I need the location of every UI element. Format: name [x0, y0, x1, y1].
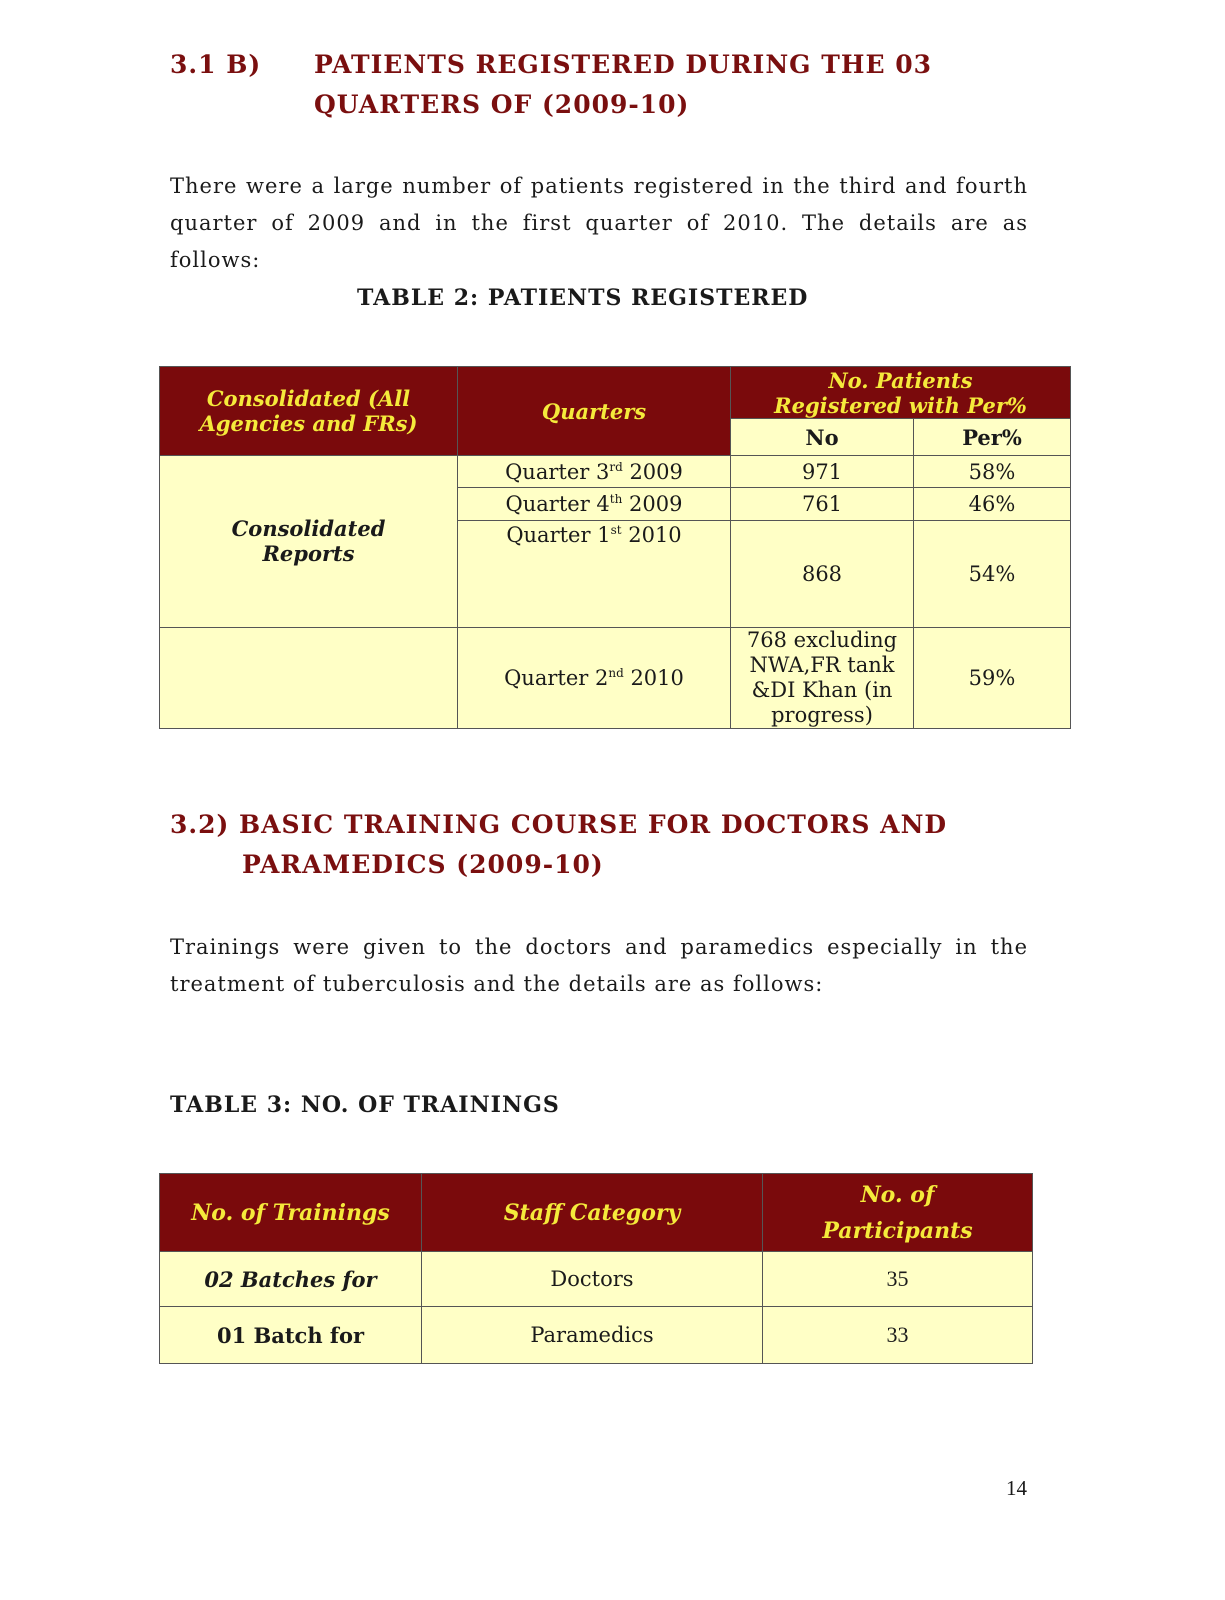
quarter-cell: Quarter 4th 2009 [458, 488, 731, 521]
section-title-line2: QUARTERS OF (2009-10) [314, 90, 690, 119]
quarter-cell: Quarter 2nd 2010 [458, 628, 731, 729]
header-quarters: Quarters [458, 367, 731, 456]
training-paragraph: Trainings were given to the doctors and paramedics especially in the treatment of tuberculosis and the details are as follows: [170, 935, 1028, 996]
table2-caption: TABLE 2: PATIENTS REGISTERED [357, 285, 809, 311]
no-cell: 971 [731, 456, 914, 488]
per-cell: 46% [914, 488, 1071, 521]
table3-caption: TABLE 3: NO. OF TRAININGS [170, 1092, 560, 1118]
patients-registered-table [159, 366, 1071, 729]
staff-cell: Doctors [422, 1252, 763, 1307]
per-cell: 54% [914, 521, 1071, 628]
header-consolidated: Consolidated (All Agencies and FRs) [160, 367, 458, 456]
section-number: 3.1 B) [170, 50, 262, 79]
quarter-cell: Quarter 1st 2010 [458, 521, 731, 628]
header-patients: No. Patients Registered with Per% [731, 367, 1071, 419]
trainings-table [159, 1173, 1033, 1364]
no-cell: 768 excluding NWA,FR tank &DI Khan (in progress) [731, 628, 914, 729]
section-title-line1: PATIENTS REGISTERED DURING THE 03 [314, 50, 933, 79]
empty-label-cell [160, 628, 458, 729]
row-label-consolidated-reports: Consolidated Reports [160, 456, 458, 628]
no-cell: 761 [731, 488, 914, 521]
participants-cell: 33 [763, 1307, 1033, 1364]
quarter-cell: Quarter 3rd 2009 [458, 456, 731, 488]
header-participants: No. of Participants [763, 1174, 1033, 1252]
no-cell: 868 [731, 521, 914, 628]
page-number: 14 [1006, 1476, 1027, 1500]
header-trainings: No. of Trainings [160, 1174, 422, 1252]
per-cell: 59% [914, 628, 1071, 729]
batches-cell: 02 Batches for [160, 1252, 422, 1307]
participants-cell: 35 [763, 1252, 1033, 1307]
intro-paragraph: There were a large number of patients registered in the third and fourth quarter of 2009 and in the first quarter of 2010. The details are as follows: [170, 174, 1028, 272]
section32-title-line2: PARAMEDICS (2009-10) [242, 850, 604, 879]
batches-cell: 01 Batch for [160, 1307, 422, 1364]
per-cell: 58% [914, 456, 1071, 488]
header-per: Per% [914, 419, 1071, 456]
header-staff: Staff Category [422, 1174, 763, 1252]
header-no: No [731, 419, 914, 456]
section32-title-line1: 3.2) BASIC TRAINING COURSE FOR DOCTORS AND [170, 810, 948, 839]
staff-cell: Paramedics [422, 1307, 763, 1364]
